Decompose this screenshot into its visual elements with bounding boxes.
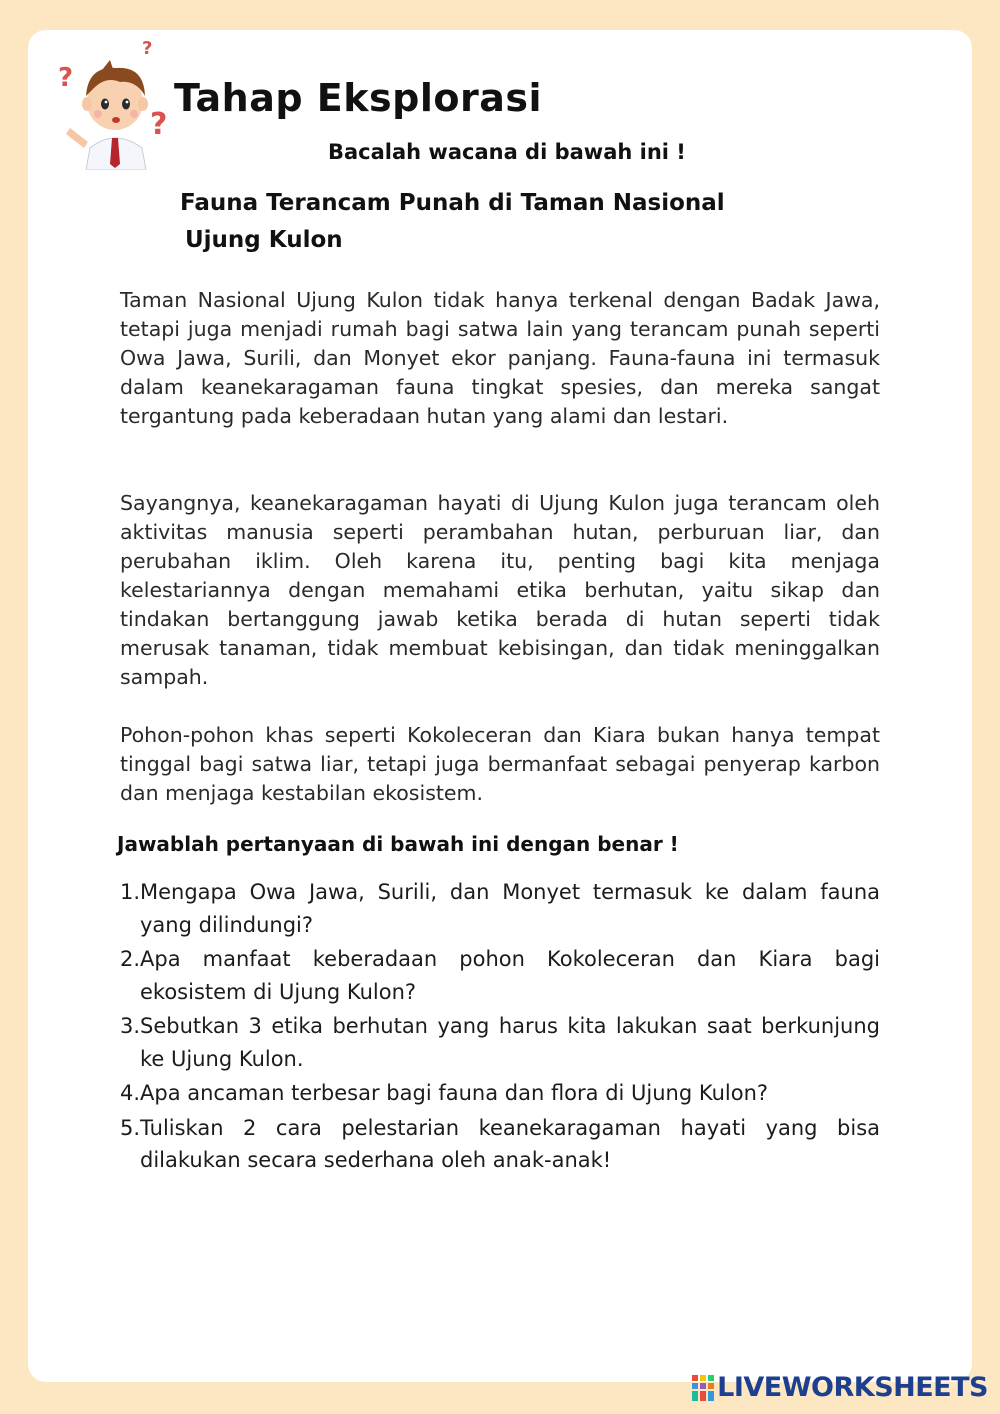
brand-name: LIVEWORKSHEETS (717, 1372, 988, 1403)
question-number: 3. (119, 1014, 140, 1038)
passage-heading (180, 185, 820, 259)
svg-text:?: ? (150, 107, 168, 142)
passage-paragraph-3: Pohon-pohon khas seperti Kokoleceran dan Kiara bukan hanya tempat tinggal bagi satwa liar, tetapi juga bermanfaat sebagai penyerap karbon dan menjaga kestabilan ekosistem. (120, 723, 880, 805)
question-text: Apa manfaat keberadaan pohon Kokoleceran dan Kiara bagi ekosistem di Ujung Kulon? (140, 947, 880, 1004)
question-item (116, 1010, 880, 1075)
svg-text:?: ? (58, 63, 74, 93)
passage-paragraph-2: Sayangnya, keanekaragaman hayati di Ujung Kulon juga terancam oleh aktivitas manusia seperti perambahan hutan, perburuan liar, dan perubahan iklim. Oleh karena itu, penting bagi kita menjaga kelestariannya dengan memahami etika berhutan, yaitu sikap dan tindakan bertanggung jawab ketika berada di hutan seperti tidak merusak tanaman, tidak membuat kebisingan, dan tidak meninggalkan sampah. (120, 491, 880, 689)
question-item (116, 876, 880, 941)
questions-heading: Jawablah pertanyaan di bawah ini dengan benar ! (117, 832, 679, 856)
question-list (116, 876, 880, 1179)
page-title: Tahap Eksplorasi (174, 76, 542, 120)
liveworksheets-logo-icon (692, 1375, 714, 1401)
passage-paragraph-1: Taman Nasional Ujung Kulon tidak hanya terkenal dengan Badak Jawa, tetapi juga menjadi rumah bagi satwa lain yang terancam punah seperti Owa Jawa, Surili, dan Monyet ekor panjang. Fauna-fauna ini termasuk dalam keanekaragaman fauna tingkat spesies, dan mereka sangat tergantung pada keberadaan hutan yang alami dan lestari. (120, 288, 880, 428)
question-item (116, 943, 880, 1008)
passage-heading-line-2: Ujung Kulon (185, 227, 343, 253)
question-number: 4. (119, 1081, 140, 1105)
question-number: 1. (119, 880, 140, 904)
question-text: Tuliskan 2 cara pelestarian keanekaragaman hayati yang bisa dilakukan secara sederhana oleh anak-anak! (140, 1115, 880, 1172)
question-item (116, 1112, 880, 1177)
question-number: 2. (119, 947, 140, 971)
question-text: Mengapa Owa Jawa, Surili, dan Monyet termasuk ke dalam fauna yang dilindungi? (140, 880, 880, 937)
thinking-boy-icon (50, 30, 180, 170)
question-item (116, 1077, 880, 1110)
reading-instruction: Bacalah wacana di bawah ini ! (328, 140, 686, 164)
liveworksheets-brand[interactable] (692, 1372, 988, 1403)
question-text: Apa ancaman terbesar bagi fauna dan flora di Ujung Kulon? (140, 1081, 769, 1105)
question-text: Sebutkan 3 etika berhutan yang harus kita lakukan saat berkunjung ke Ujung Kulon. (140, 1014, 880, 1071)
passage-heading-line-1: Fauna Terancam Punah di Taman Nasional (180, 190, 725, 216)
svg-text:?: ? (142, 38, 153, 59)
question-number: 5. (119, 1115, 140, 1140)
